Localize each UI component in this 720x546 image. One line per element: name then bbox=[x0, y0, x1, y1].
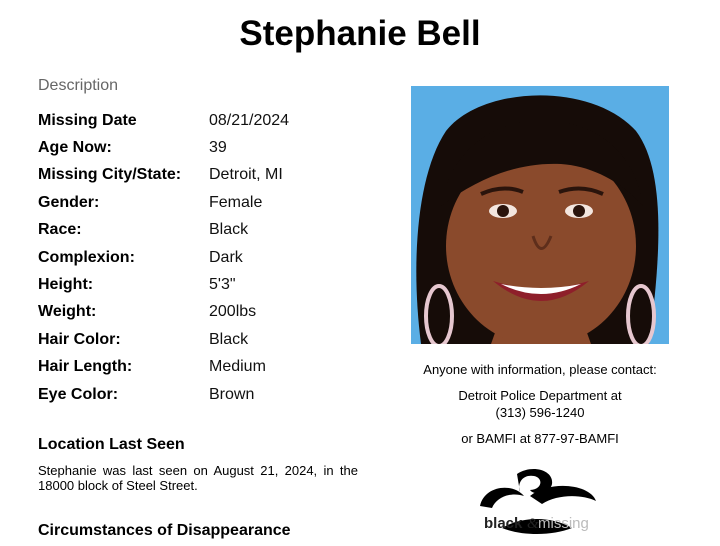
detail-row bbox=[38, 189, 289, 216]
detail-row bbox=[38, 244, 289, 271]
logo-graphic bbox=[472, 466, 602, 541]
detail-value: Brown bbox=[209, 385, 255, 403]
circumstances-heading: Circumstances of Disappearance bbox=[38, 522, 291, 539]
agency-line-1: Detroit Police Department at bbox=[458, 388, 622, 403]
detail-row bbox=[38, 326, 289, 353]
portrait-illustration bbox=[411, 86, 669, 344]
detail-row bbox=[38, 299, 289, 326]
detail-label: Weight: bbox=[38, 303, 97, 321]
detail-value: 5'3" bbox=[209, 276, 236, 294]
detail-row bbox=[38, 134, 289, 161]
detail-label: Height: bbox=[38, 276, 94, 294]
detail-row bbox=[38, 271, 289, 298]
detail-value: Detroit, MI bbox=[209, 166, 283, 184]
details-list bbox=[38, 107, 289, 408]
detail-label: Complexion: bbox=[38, 248, 135, 266]
logo-text-black: black bbox=[484, 515, 523, 532]
detail-row bbox=[38, 381, 289, 408]
page-title: Stephanie Bell bbox=[239, 14, 481, 53]
logo-text-and: & bbox=[527, 516, 539, 532]
detail-value: 39 bbox=[209, 139, 227, 157]
description-label: Description bbox=[38, 77, 119, 94]
detail-label: Hair Length: bbox=[38, 358, 133, 376]
detail-value: Medium bbox=[209, 358, 266, 376]
detail-value: 08/21/2024 bbox=[209, 111, 290, 129]
detail-label: Age Now: bbox=[38, 139, 112, 157]
contact-intro: Anyone with information, please contact: bbox=[423, 362, 657, 377]
detail-label: Missing Date bbox=[38, 111, 137, 129]
detail-label: Hair Color: bbox=[38, 330, 121, 348]
logo-text-missing: missing bbox=[538, 515, 589, 532]
detail-value: Dark bbox=[209, 248, 243, 266]
agency-phone: (313) 596-1240 bbox=[495, 405, 585, 420]
bamfi-contact: or BAMFI at 877-97-BAMFI bbox=[461, 431, 619, 446]
detail-label: Missing City/State: bbox=[38, 166, 182, 184]
location-text: Stephanie was last seen on August 21, 2024, in the 18000 block of Steel Street. bbox=[38, 463, 358, 493]
detail-value: 200lbs bbox=[209, 303, 257, 321]
detail-row bbox=[38, 107, 289, 134]
detail-row bbox=[38, 162, 289, 189]
detail-row bbox=[38, 354, 289, 381]
black-and-missing-logo bbox=[472, 466, 602, 541]
detail-value: Female bbox=[209, 193, 263, 211]
location-heading: Location Last Seen bbox=[38, 436, 185, 453]
missing-person-photo bbox=[411, 86, 669, 344]
detail-row bbox=[38, 217, 289, 244]
detail-label: Race: bbox=[38, 221, 82, 239]
detail-label: Gender: bbox=[38, 193, 100, 211]
detail-value: Black bbox=[209, 221, 249, 239]
detail-label: Eye Color: bbox=[38, 385, 119, 403]
detail-value: Black bbox=[209, 330, 249, 348]
